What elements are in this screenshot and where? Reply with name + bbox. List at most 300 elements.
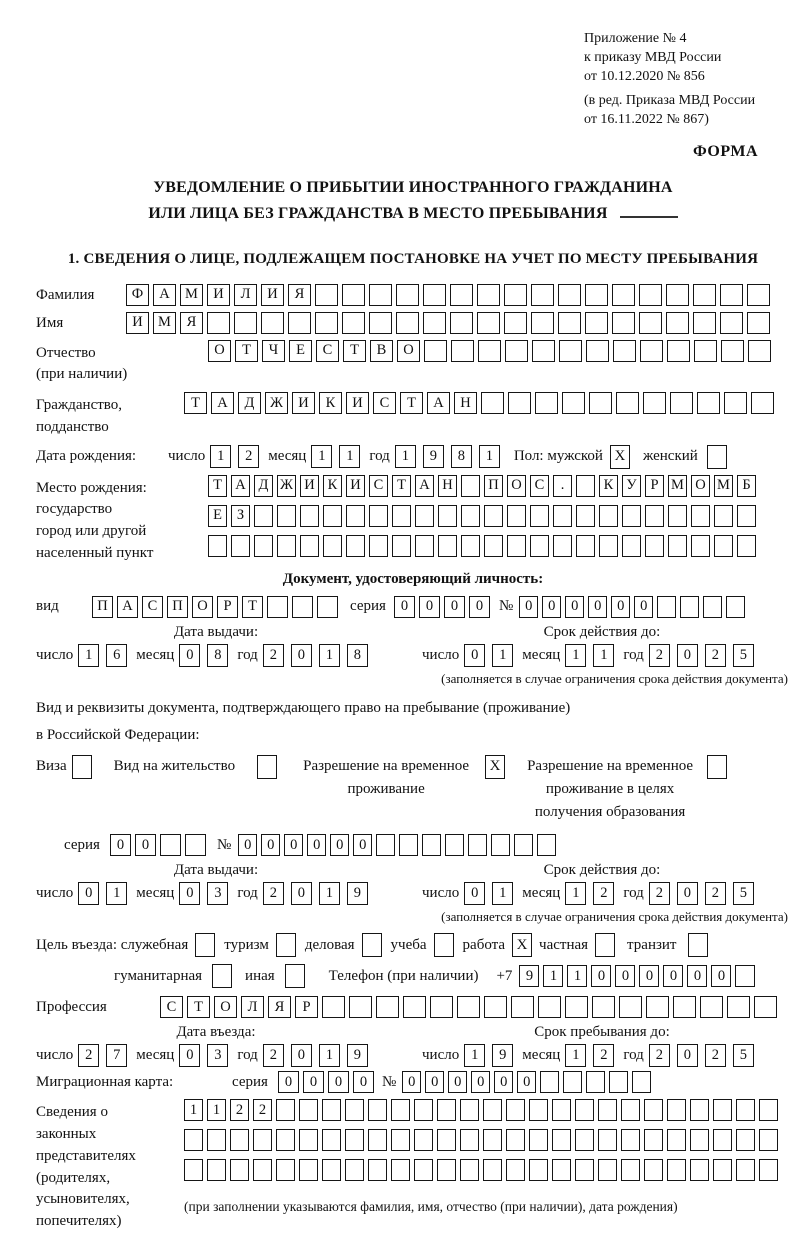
char-cell[interactable] [645,505,664,527]
char-cell[interactable]: 2 [253,1099,272,1121]
char-cell[interactable] [415,535,434,557]
char-cell[interactable]: 0 [78,882,99,905]
char-cell[interactable]: А [231,475,250,497]
char-cell[interactable]: 2 [649,882,670,905]
char-cell[interactable]: 2 [230,1099,249,1121]
char-cell[interactable]: У [622,475,641,497]
char-cell[interactable] [529,1099,548,1121]
char-cell[interactable] [691,505,710,527]
char-cell[interactable] [691,535,710,557]
char-cell[interactable]: П [92,596,113,618]
char-cell[interactable]: Д [238,392,261,414]
char-cell[interactable]: 5 [733,644,754,667]
char-cell[interactable] [736,1129,755,1151]
char-cell[interactable]: 0 [291,644,312,667]
char-cell[interactable] [392,505,411,527]
char-cell[interactable]: 0 [634,596,653,618]
char-cell[interactable] [713,1129,732,1151]
char-cell[interactable]: А [427,392,450,414]
purpose-business-checkbox[interactable] [362,933,382,957]
char-cell[interactable] [342,284,365,306]
char-cell[interactable]: 1 [395,445,416,468]
char-cell[interactable]: 5 [733,882,754,905]
char-cell[interactable] [477,312,500,334]
char-cell[interactable] [345,1129,364,1151]
char-cell[interactable]: 0 [425,1071,444,1093]
char-cell[interactable]: В [370,340,393,362]
char-cell[interactable]: 0 [179,644,200,667]
char-cell[interactable]: 1 [210,445,231,468]
char-cell[interactable] [598,1129,617,1151]
char-cell[interactable]: Ч [262,340,285,362]
char-cell[interactable] [552,1099,571,1121]
purpose-other-checkbox[interactable] [285,964,305,988]
char-cell[interactable]: 0 [135,834,156,856]
char-cell[interactable] [714,505,733,527]
char-cell[interactable] [506,1159,525,1181]
char-cell[interactable]: 0 [677,882,698,905]
char-cell[interactable] [299,1129,318,1151]
char-cell[interactable] [644,1099,663,1121]
char-cell[interactable] [276,1099,295,1121]
char-cell[interactable] [506,1129,525,1151]
char-cell[interactable]: 2 [593,882,614,905]
char-cell[interactable]: 5 [733,1044,754,1067]
char-cell[interactable] [299,1099,318,1121]
char-cell[interactable]: 9 [347,1044,368,1067]
char-cell[interactable]: 0 [402,1071,421,1093]
char-cell[interactable]: 3 [207,1044,228,1067]
char-cell[interactable] [207,1159,226,1181]
char-cell[interactable] [667,340,690,362]
char-cell[interactable]: С [160,996,183,1018]
char-cell[interactable] [504,312,527,334]
char-cell[interactable]: К [599,475,618,497]
char-cell[interactable] [415,505,434,527]
char-cell[interactable]: 0 [444,596,465,618]
char-cell[interactable] [514,834,533,856]
char-cell[interactable] [207,1129,226,1151]
char-cell[interactable]: 0 [639,965,659,987]
char-cell[interactable] [323,535,342,557]
char-cell[interactable] [559,340,582,362]
char-cell[interactable] [267,596,288,618]
char-cell[interactable]: Т [343,340,366,362]
char-cell[interactable] [460,1129,479,1151]
char-cell[interactable] [751,392,774,414]
char-cell[interactable] [727,996,750,1018]
char-cell[interactable]: 1 [565,882,586,905]
char-cell[interactable] [437,1159,456,1181]
char-cell[interactable] [369,505,388,527]
char-cell[interactable] [585,284,608,306]
char-cell[interactable]: З [231,505,250,527]
char-cell[interactable]: 1 [319,644,340,667]
char-cell[interactable]: С [142,596,163,618]
char-cell[interactable]: 0 [353,1071,374,1093]
purpose-tourism-checkbox[interactable] [276,933,296,957]
char-cell[interactable] [737,505,756,527]
char-cell[interactable] [724,392,747,414]
char-cell[interactable] [445,834,464,856]
char-cell[interactable] [231,535,250,557]
char-cell[interactable]: 0 [328,1071,349,1093]
char-cell[interactable]: 9 [347,882,368,905]
char-cell[interactable] [575,1129,594,1151]
char-cell[interactable]: Н [454,392,477,414]
char-cell[interactable]: А [153,284,176,306]
char-cell[interactable] [616,392,639,414]
char-cell[interactable]: . [553,475,572,497]
char-cell[interactable]: А [211,392,234,414]
char-cell[interactable]: О [214,996,237,1018]
char-cell[interactable]: 0 [291,1044,312,1067]
char-cell[interactable]: 1 [593,644,614,667]
char-cell[interactable]: М [668,475,687,497]
char-cell[interactable] [666,312,689,334]
char-cell[interactable] [468,834,487,856]
char-cell[interactable]: И [207,284,230,306]
char-cell[interactable]: 1 [479,445,500,468]
char-cell[interactable]: 1 [565,1044,586,1067]
char-cell[interactable] [230,1159,249,1181]
char-cell[interactable] [759,1159,778,1181]
char-cell[interactable]: 1 [565,644,586,667]
char-cell[interactable] [694,340,717,362]
char-cell[interactable]: 0 [517,1071,536,1093]
char-cell[interactable] [531,312,554,334]
char-cell[interactable] [759,1129,778,1151]
char-cell[interactable]: М [180,284,203,306]
char-cell[interactable] [575,1099,594,1121]
char-cell[interactable]: 0 [542,596,561,618]
char-cell[interactable] [254,505,273,527]
char-cell[interactable] [552,1159,571,1181]
char-cell[interactable] [261,312,284,334]
char-cell[interactable]: 0 [565,596,584,618]
char-cell[interactable] [396,312,419,334]
char-cell[interactable]: 2 [649,644,670,667]
char-cell[interactable] [323,505,342,527]
char-cell[interactable] [345,1099,364,1121]
char-cell[interactable] [540,1071,559,1093]
char-cell[interactable] [277,535,296,557]
char-cell[interactable]: 0 [448,1071,467,1093]
char-cell[interactable]: И [300,475,319,497]
char-cell[interactable] [531,284,554,306]
char-cell[interactable]: 0 [307,834,326,856]
char-cell[interactable] [437,1099,456,1121]
char-cell[interactable]: Я [180,312,203,334]
char-cell[interactable] [735,965,755,987]
char-cell[interactable]: 1 [78,644,99,667]
char-cell[interactable] [720,312,743,334]
char-cell[interactable]: 0 [179,1044,200,1067]
char-cell[interactable] [667,1099,686,1121]
char-cell[interactable] [558,312,581,334]
char-cell[interactable]: С [369,475,388,497]
char-cell[interactable] [414,1159,433,1181]
char-cell[interactable] [376,996,399,1018]
char-cell[interactable]: Р [217,596,238,618]
char-cell[interactable]: 0 [494,1071,513,1093]
char-cell[interactable]: А [415,475,434,497]
char-cell[interactable] [714,535,733,557]
char-cell[interactable] [621,1129,640,1151]
char-cell[interactable]: 0 [663,965,683,987]
char-cell[interactable] [507,535,526,557]
char-cell[interactable] [553,505,572,527]
char-cell[interactable]: 0 [677,1044,698,1067]
char-cell[interactable]: 2 [263,1044,284,1067]
char-cell[interactable] [511,996,534,1018]
char-cell[interactable]: 0 [464,882,485,905]
sex-male-checkbox[interactable]: X [610,445,630,469]
char-cell[interactable] [598,1099,617,1121]
char-cell[interactable] [667,1129,686,1151]
char-cell[interactable]: 1 [492,644,513,667]
char-cell[interactable]: 0 [284,834,303,856]
char-cell[interactable] [666,284,689,306]
char-cell[interactable] [690,1159,709,1181]
char-cell[interactable] [622,535,641,557]
char-cell[interactable] [586,340,609,362]
char-cell[interactable] [460,1159,479,1181]
char-cell[interactable] [713,1159,732,1181]
char-cell[interactable]: 0 [611,596,630,618]
purpose-transit-checkbox[interactable] [688,933,708,957]
char-cell[interactable] [423,312,446,334]
char-cell[interactable] [690,1099,709,1121]
char-cell[interactable]: Т [392,475,411,497]
char-cell[interactable] [504,284,527,306]
char-cell[interactable]: С [373,392,396,414]
char-cell[interactable] [507,505,526,527]
char-cell[interactable]: Т [208,475,227,497]
char-cell[interactable]: 8 [451,445,472,468]
char-cell[interactable] [609,1071,628,1093]
char-cell[interactable] [392,535,411,557]
char-cell[interactable] [477,284,500,306]
char-cell[interactable] [644,1129,663,1151]
char-cell[interactable]: 0 [464,644,485,667]
char-cell[interactable]: Я [268,996,291,1018]
char-cell[interactable]: 6 [106,644,127,667]
char-cell[interactable]: Д [254,475,273,497]
char-cell[interactable] [680,596,699,618]
char-cell[interactable]: Т [187,996,210,1018]
char-cell[interactable]: 0 [419,596,440,618]
char-cell[interactable]: 1 [311,445,332,468]
char-cell[interactable] [673,996,696,1018]
char-cell[interactable]: С [530,475,549,497]
char-cell[interactable] [346,535,365,557]
char-cell[interactable] [506,1099,525,1121]
char-cell[interactable]: М [714,475,733,497]
char-cell[interactable]: 1 [339,445,360,468]
char-cell[interactable]: 0 [278,1071,299,1093]
char-cell[interactable] [391,1099,410,1121]
char-cell[interactable]: 0 [261,834,280,856]
char-cell[interactable]: И [346,392,369,414]
char-cell[interactable] [430,996,453,1018]
char-cell[interactable]: 0 [471,1071,490,1093]
char-cell[interactable] [478,340,501,362]
char-cell[interactable] [484,505,503,527]
char-cell[interactable] [369,535,388,557]
char-cell[interactable] [737,535,756,557]
char-cell[interactable] [693,312,716,334]
char-cell[interactable] [300,535,319,557]
char-cell[interactable] [736,1159,755,1181]
char-cell[interactable] [535,392,558,414]
char-cell[interactable]: 2 [78,1044,99,1067]
char-cell[interactable] [613,340,636,362]
char-cell[interactable] [483,1159,502,1181]
char-cell[interactable]: И [126,312,149,334]
char-cell[interactable]: Е [289,340,312,362]
char-cell[interactable]: М [153,312,176,334]
char-cell[interactable]: 2 [705,644,726,667]
char-cell[interactable]: 0 [179,882,200,905]
char-cell[interactable]: 1 [184,1099,203,1121]
char-cell[interactable] [599,535,618,557]
char-cell[interactable] [589,392,612,414]
char-cell[interactable]: 2 [705,882,726,905]
char-cell[interactable] [621,1159,640,1181]
rvp-checkbox[interactable]: X [485,755,505,779]
char-cell[interactable]: 0 [469,596,490,618]
char-cell[interactable]: П [167,596,188,618]
char-cell[interactable] [668,535,687,557]
char-cell[interactable]: 8 [207,644,228,667]
char-cell[interactable] [726,596,745,618]
char-cell[interactable]: Ж [265,392,288,414]
char-cell[interactable] [450,312,473,334]
char-cell[interactable] [376,834,395,856]
char-cell[interactable] [759,1099,778,1121]
char-cell[interactable]: Р [645,475,664,497]
char-cell[interactable] [300,505,319,527]
char-cell[interactable]: 9 [423,445,444,468]
char-cell[interactable] [461,535,480,557]
char-cell[interactable] [451,340,474,362]
char-cell[interactable]: 0 [591,965,611,987]
char-cell[interactable]: 0 [238,834,257,856]
char-cell[interactable] [592,996,615,1018]
purpose-study-checkbox[interactable] [434,933,454,957]
char-cell[interactable]: 1 [543,965,563,987]
char-cell[interactable]: О [507,475,526,497]
char-cell[interactable]: 1 [106,882,127,905]
char-cell[interactable]: 0 [519,596,538,618]
char-cell[interactable] [399,834,418,856]
purpose-work-checkbox[interactable]: X [512,933,532,957]
char-cell[interactable]: 0 [588,596,607,618]
char-cell[interactable]: С [316,340,339,362]
char-cell[interactable] [254,535,273,557]
char-cell[interactable] [438,505,457,527]
char-cell[interactable]: О [397,340,420,362]
char-cell[interactable] [562,392,585,414]
char-cell[interactable] [748,340,771,362]
char-cell[interactable] [599,505,618,527]
char-cell[interactable] [315,284,338,306]
char-cell[interactable]: О [691,475,710,497]
char-cell[interactable] [530,535,549,557]
char-cell[interactable] [639,284,662,306]
char-cell[interactable] [576,535,595,557]
char-cell[interactable] [530,505,549,527]
char-cell[interactable]: 0 [110,834,131,856]
char-cell[interactable] [317,596,338,618]
char-cell[interactable]: 1 [567,965,587,987]
char-cell[interactable]: 0 [615,965,635,987]
char-cell[interactable]: 9 [492,1044,513,1067]
char-cell[interactable]: О [208,340,231,362]
char-cell[interactable] [668,505,687,527]
char-cell[interactable]: Т [242,596,263,618]
char-cell[interactable] [396,284,419,306]
char-cell[interactable] [558,284,581,306]
char-cell[interactable] [576,505,595,527]
char-cell[interactable] [736,1099,755,1121]
char-cell[interactable]: Л [241,996,264,1018]
char-cell[interactable] [345,1159,364,1181]
char-cell[interactable] [700,996,723,1018]
char-cell[interactable] [538,996,561,1018]
char-cell[interactable] [612,284,635,306]
char-cell[interactable] [346,505,365,527]
char-cell[interactable]: 0 [394,596,415,618]
char-cell[interactable] [322,1159,341,1181]
char-cell[interactable] [253,1159,272,1181]
char-cell[interactable] [646,996,669,1018]
char-cell[interactable] [484,996,507,1018]
char-cell[interactable] [184,1159,203,1181]
char-cell[interactable] [505,340,528,362]
char-cell[interactable] [565,996,588,1018]
char-cell[interactable] [483,1129,502,1151]
char-cell[interactable] [639,312,662,334]
char-cell[interactable] [576,475,595,497]
char-cell[interactable] [645,535,664,557]
char-cell[interactable] [621,1099,640,1121]
char-cell[interactable]: 0 [687,965,707,987]
char-cell[interactable] [553,535,572,557]
char-cell[interactable] [208,535,227,557]
char-cell[interactable] [622,505,641,527]
char-cell[interactable]: И [346,475,365,497]
char-cell[interactable]: Ф [126,284,149,306]
char-cell[interactable] [207,312,230,334]
char-cell[interactable]: 0 [711,965,731,987]
char-cell[interactable] [292,596,313,618]
char-cell[interactable] [391,1159,410,1181]
residence-permit-checkbox[interactable] [257,755,277,779]
char-cell[interactable] [234,312,257,334]
char-cell[interactable] [342,312,365,334]
char-cell[interactable]: 1 [492,882,513,905]
char-cell[interactable] [598,1159,617,1181]
char-cell[interactable]: 1 [464,1044,485,1067]
char-cell[interactable]: Ж [277,475,296,497]
char-cell[interactable]: 2 [263,882,284,905]
char-cell[interactable] [640,340,663,362]
char-cell[interactable] [461,475,480,497]
char-cell[interactable]: О [192,596,213,618]
char-cell[interactable] [276,1129,295,1151]
